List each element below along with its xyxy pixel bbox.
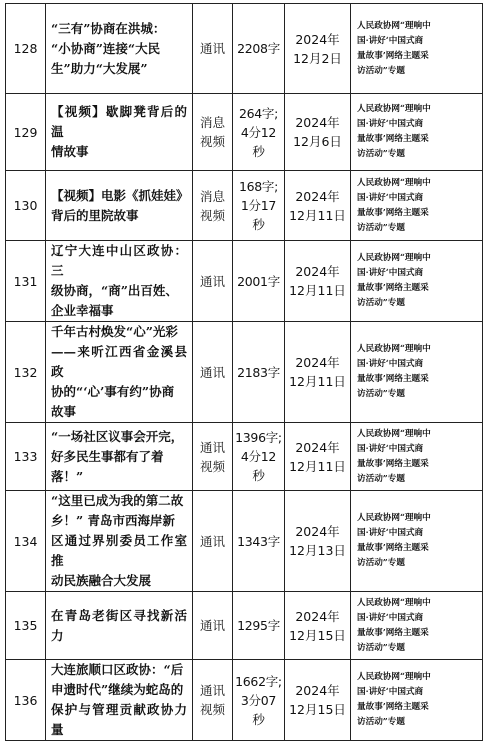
type-cell: [193, 241, 233, 322]
note-line: 量故事’网络主题采: [357, 283, 429, 293]
note-line: 访活动”专题: [357, 642, 405, 653]
table-row: [6, 660, 483, 741]
row-number-cell: 133: [6, 423, 46, 491]
note-line: 国·讲好‘中国式商: [357, 119, 424, 129]
type-cell: [193, 660, 233, 741]
note-line: 量故事’网络主题采: [357, 458, 429, 469]
title-line: 级协商，“商”出百姓、: [51, 283, 178, 298]
note-line: 量故事’网络主题采: [357, 50, 429, 61]
length-line: 4分12秒: [240, 124, 277, 159]
row-number-cell: 134: [6, 491, 46, 592]
note-line: 国·讲好‘中国式商: [357, 687, 424, 697]
date-line: 12月11日: [289, 458, 346, 474]
title-line: 【视频】歇脚凳背后的温: [51, 104, 187, 139]
type-cell: [193, 491, 233, 592]
date-line: 2024年: [295, 439, 340, 455]
title-line: 企业幸福事: [51, 303, 114, 318]
date-line: 2024年: [295, 31, 340, 47]
date-cell: [285, 94, 351, 171]
title-line: 协的“‘心’事有约”协商: [51, 384, 175, 399]
note-line: 量故事’网络主题采: [357, 374, 429, 384]
title-cell: [46, 423, 193, 491]
note-cell: [351, 94, 483, 171]
length-line: 264字;: [238, 105, 279, 121]
title-line: 在青岛老街区寻找新活力: [51, 607, 187, 643]
note-line: 国·讲好‘中国式商: [357, 612, 424, 623]
type-cell: [193, 4, 233, 94]
type-line: 通讯: [199, 41, 225, 56]
type-line: 通讯: [199, 533, 225, 549]
type-line: 通讯: [199, 439, 225, 455]
note-cell: [351, 423, 483, 491]
date-line: 2024年: [295, 608, 340, 624]
note-line: 量故事’网络主题采: [357, 543, 429, 553]
table-row: [6, 491, 483, 592]
table-row: [6, 423, 483, 491]
length-cell: [233, 491, 285, 592]
title-line: “这里已成为我的第二故: [51, 493, 184, 508]
note-line: 访活动”专题: [357, 389, 405, 399]
note-line: 量故事’网络主题采: [357, 627, 429, 638]
note-line: 人民政协网“理响中: [357, 253, 431, 263]
table-row: [6, 241, 483, 322]
title-cell: [46, 4, 193, 94]
type-cell: [193, 592, 233, 660]
type-line: 消息: [199, 188, 225, 204]
table-row: [6, 171, 483, 241]
title-line: 大连旅顺口区政协：“后: [51, 662, 184, 677]
length-cell: [233, 660, 285, 741]
length-cell: [233, 322, 285, 423]
title-line: 动民族融合大发展: [51, 573, 152, 588]
length-line: 1343字: [237, 533, 280, 549]
date-cell: [285, 660, 351, 741]
type-cell: [193, 171, 233, 241]
title-cell: [46, 94, 193, 171]
type-line: 通讯: [199, 364, 225, 380]
type-line: 视频: [199, 702, 225, 717]
note-line: 国·讲好‘中国式商: [357, 528, 424, 538]
note-line: 人民政协网“理响中: [357, 344, 431, 354]
length-line: 1396字;: [235, 430, 282, 445]
date-line: 2024年: [295, 683, 340, 698]
date-cell: [285, 322, 351, 423]
date-line: 12月11日: [289, 283, 346, 298]
title-cell: [46, 241, 193, 322]
date-cell: [285, 592, 351, 660]
length-line: 1295字: [237, 618, 280, 633]
length-line: 1662字;: [235, 673, 282, 689]
title-line: 申遗时代”继续为蛇岛的: [51, 682, 184, 697]
length-line: 4分12秒: [240, 449, 277, 483]
note-line: 量故事’网络主题采: [357, 702, 429, 712]
title-line: 【视频】电影《抓娃娃》: [51, 187, 189, 203]
note-line: 国·讲好‘中国式商: [357, 268, 424, 278]
note-line: 访活动”专题: [357, 298, 405, 308]
row-number-cell: 131: [6, 241, 46, 322]
date-line: 2024年: [295, 355, 340, 370]
length-cell: [233, 171, 285, 241]
note-line: 人民政协网“理响中: [357, 104, 431, 114]
title-line: “小协商”连接“大民: [51, 40, 161, 56]
type-line: 视频: [199, 134, 225, 149]
type-cell: [193, 423, 233, 491]
length-cell: [233, 423, 285, 491]
date-line: 12月15日: [289, 627, 346, 643]
note-line: 访活动”专题: [357, 65, 405, 76]
note-line: 量故事’网络主题采: [357, 134, 429, 144]
row-number-cell: 128: [6, 4, 46, 94]
length-cell: [233, 592, 285, 660]
title-cell: [46, 660, 193, 741]
type-cell: [193, 94, 233, 171]
table-row: [6, 94, 483, 171]
title-cell: [46, 322, 193, 423]
type-line: 消息: [199, 115, 225, 130]
date-cell: [285, 4, 351, 94]
title-line: 好多民生事都有了着: [51, 448, 164, 464]
date-cell: [285, 423, 351, 491]
length-line: 2183字: [237, 364, 280, 380]
note-line: 人民政协网“理响中: [357, 513, 431, 523]
date-line: 2024年: [295, 115, 340, 130]
note-line: 量故事’网络主题采: [357, 207, 429, 218]
note-line: 人民政协网“理响中: [357, 177, 431, 188]
type-line: 视频: [199, 458, 225, 474]
length-cell: [233, 4, 285, 94]
row-number-cell: 130: [6, 171, 46, 241]
title-line: “三有”协商在洪城：: [51, 20, 166, 36]
note-cell: [351, 4, 483, 94]
note-cell: [351, 660, 483, 741]
date-line: 12月11日: [289, 207, 346, 223]
note-line: 国·讲好‘中国式商: [357, 359, 424, 369]
title-line: 千年古村焕发“心”光彩: [51, 324, 178, 339]
type-line: 通讯: [199, 618, 225, 633]
note-cell: [351, 322, 483, 423]
note-line: 人民政协网“理响中: [357, 20, 431, 31]
title-cell: [46, 491, 193, 592]
title-cell: [46, 592, 193, 660]
note-line: 访活动”专题: [357, 717, 405, 727]
note-line: 访活动”专题: [357, 473, 405, 484]
note-line: 人民政协网“理响中: [357, 428, 431, 439]
note-line: 人民政协网“理响中: [357, 672, 431, 682]
title-line: 乡！” 青岛市西海岸新: [51, 513, 176, 528]
table-row: [6, 592, 483, 660]
note-line: 访活动”专题: [357, 149, 405, 159]
table-row: [6, 322, 483, 423]
table-body: [6, 4, 483, 741]
length-line: 1分17秒: [240, 198, 277, 232]
publication-table: [5, 3, 483, 741]
title-line: 背后的里院故事: [51, 207, 139, 223]
date-line: 12月15日: [289, 702, 346, 717]
type-line: 通讯: [199, 683, 225, 698]
row-number-cell: 129: [6, 94, 46, 171]
note-cell: [351, 491, 483, 592]
length-cell: [233, 241, 285, 322]
title-line: 生”助力“大发展”: [51, 60, 148, 76]
title-line: 保护与管理贡献政协力量: [51, 702, 187, 737]
title-line: “一场社区议事会开完，: [51, 428, 184, 444]
type-line: 视频: [199, 207, 225, 223]
title-line: 故事: [51, 404, 77, 419]
date-cell: [285, 171, 351, 241]
date-line: 2024年: [295, 524, 340, 539]
date-line: 2024年: [295, 188, 340, 204]
type-line: 通讯: [199, 273, 225, 289]
length-line: 3分07秒: [240, 692, 277, 727]
date-line: 12月13日: [289, 543, 346, 558]
type-cell: [193, 322, 233, 423]
length-line: 2208字: [237, 41, 280, 56]
note-line: 国·讲好‘中国式商: [357, 35, 424, 46]
date-line: 12月11日: [289, 374, 346, 389]
note-line: 人民政协网“理响中: [357, 597, 431, 608]
title-line: 辽宁大连中山区政协：三: [51, 243, 187, 278]
title-line: 区通过界别委员工作室推: [51, 533, 187, 568]
length-cell: [233, 94, 285, 171]
table-row: [6, 4, 483, 94]
row-number-cell: 136: [6, 660, 46, 741]
date-line: 12月6日: [293, 134, 342, 149]
note-cell: [351, 171, 483, 241]
note-line: 访活动”专题: [357, 558, 405, 568]
note-line: 国·讲好‘中国式商: [357, 443, 424, 454]
date-cell: [285, 241, 351, 322]
row-number-cell: 135: [6, 592, 46, 660]
title-line: ——来听江西省金溪县政: [51, 344, 187, 379]
title-cell: [46, 171, 193, 241]
length-line: 168字;: [238, 179, 279, 194]
date-line: 2024年: [295, 264, 340, 279]
note-line: 访活动”专题: [357, 222, 405, 233]
row-number-cell: 132: [6, 322, 46, 423]
title-line: 情故事: [51, 144, 89, 159]
note-cell: [351, 241, 483, 322]
note-cell: [351, 592, 483, 660]
date-line: 12月2日: [293, 50, 342, 66]
note-line: 国·讲好‘中国式商: [357, 192, 424, 203]
date-cell: [285, 491, 351, 592]
title-line: 落！”: [51, 468, 84, 484]
length-line: 2001字: [237, 273, 280, 289]
